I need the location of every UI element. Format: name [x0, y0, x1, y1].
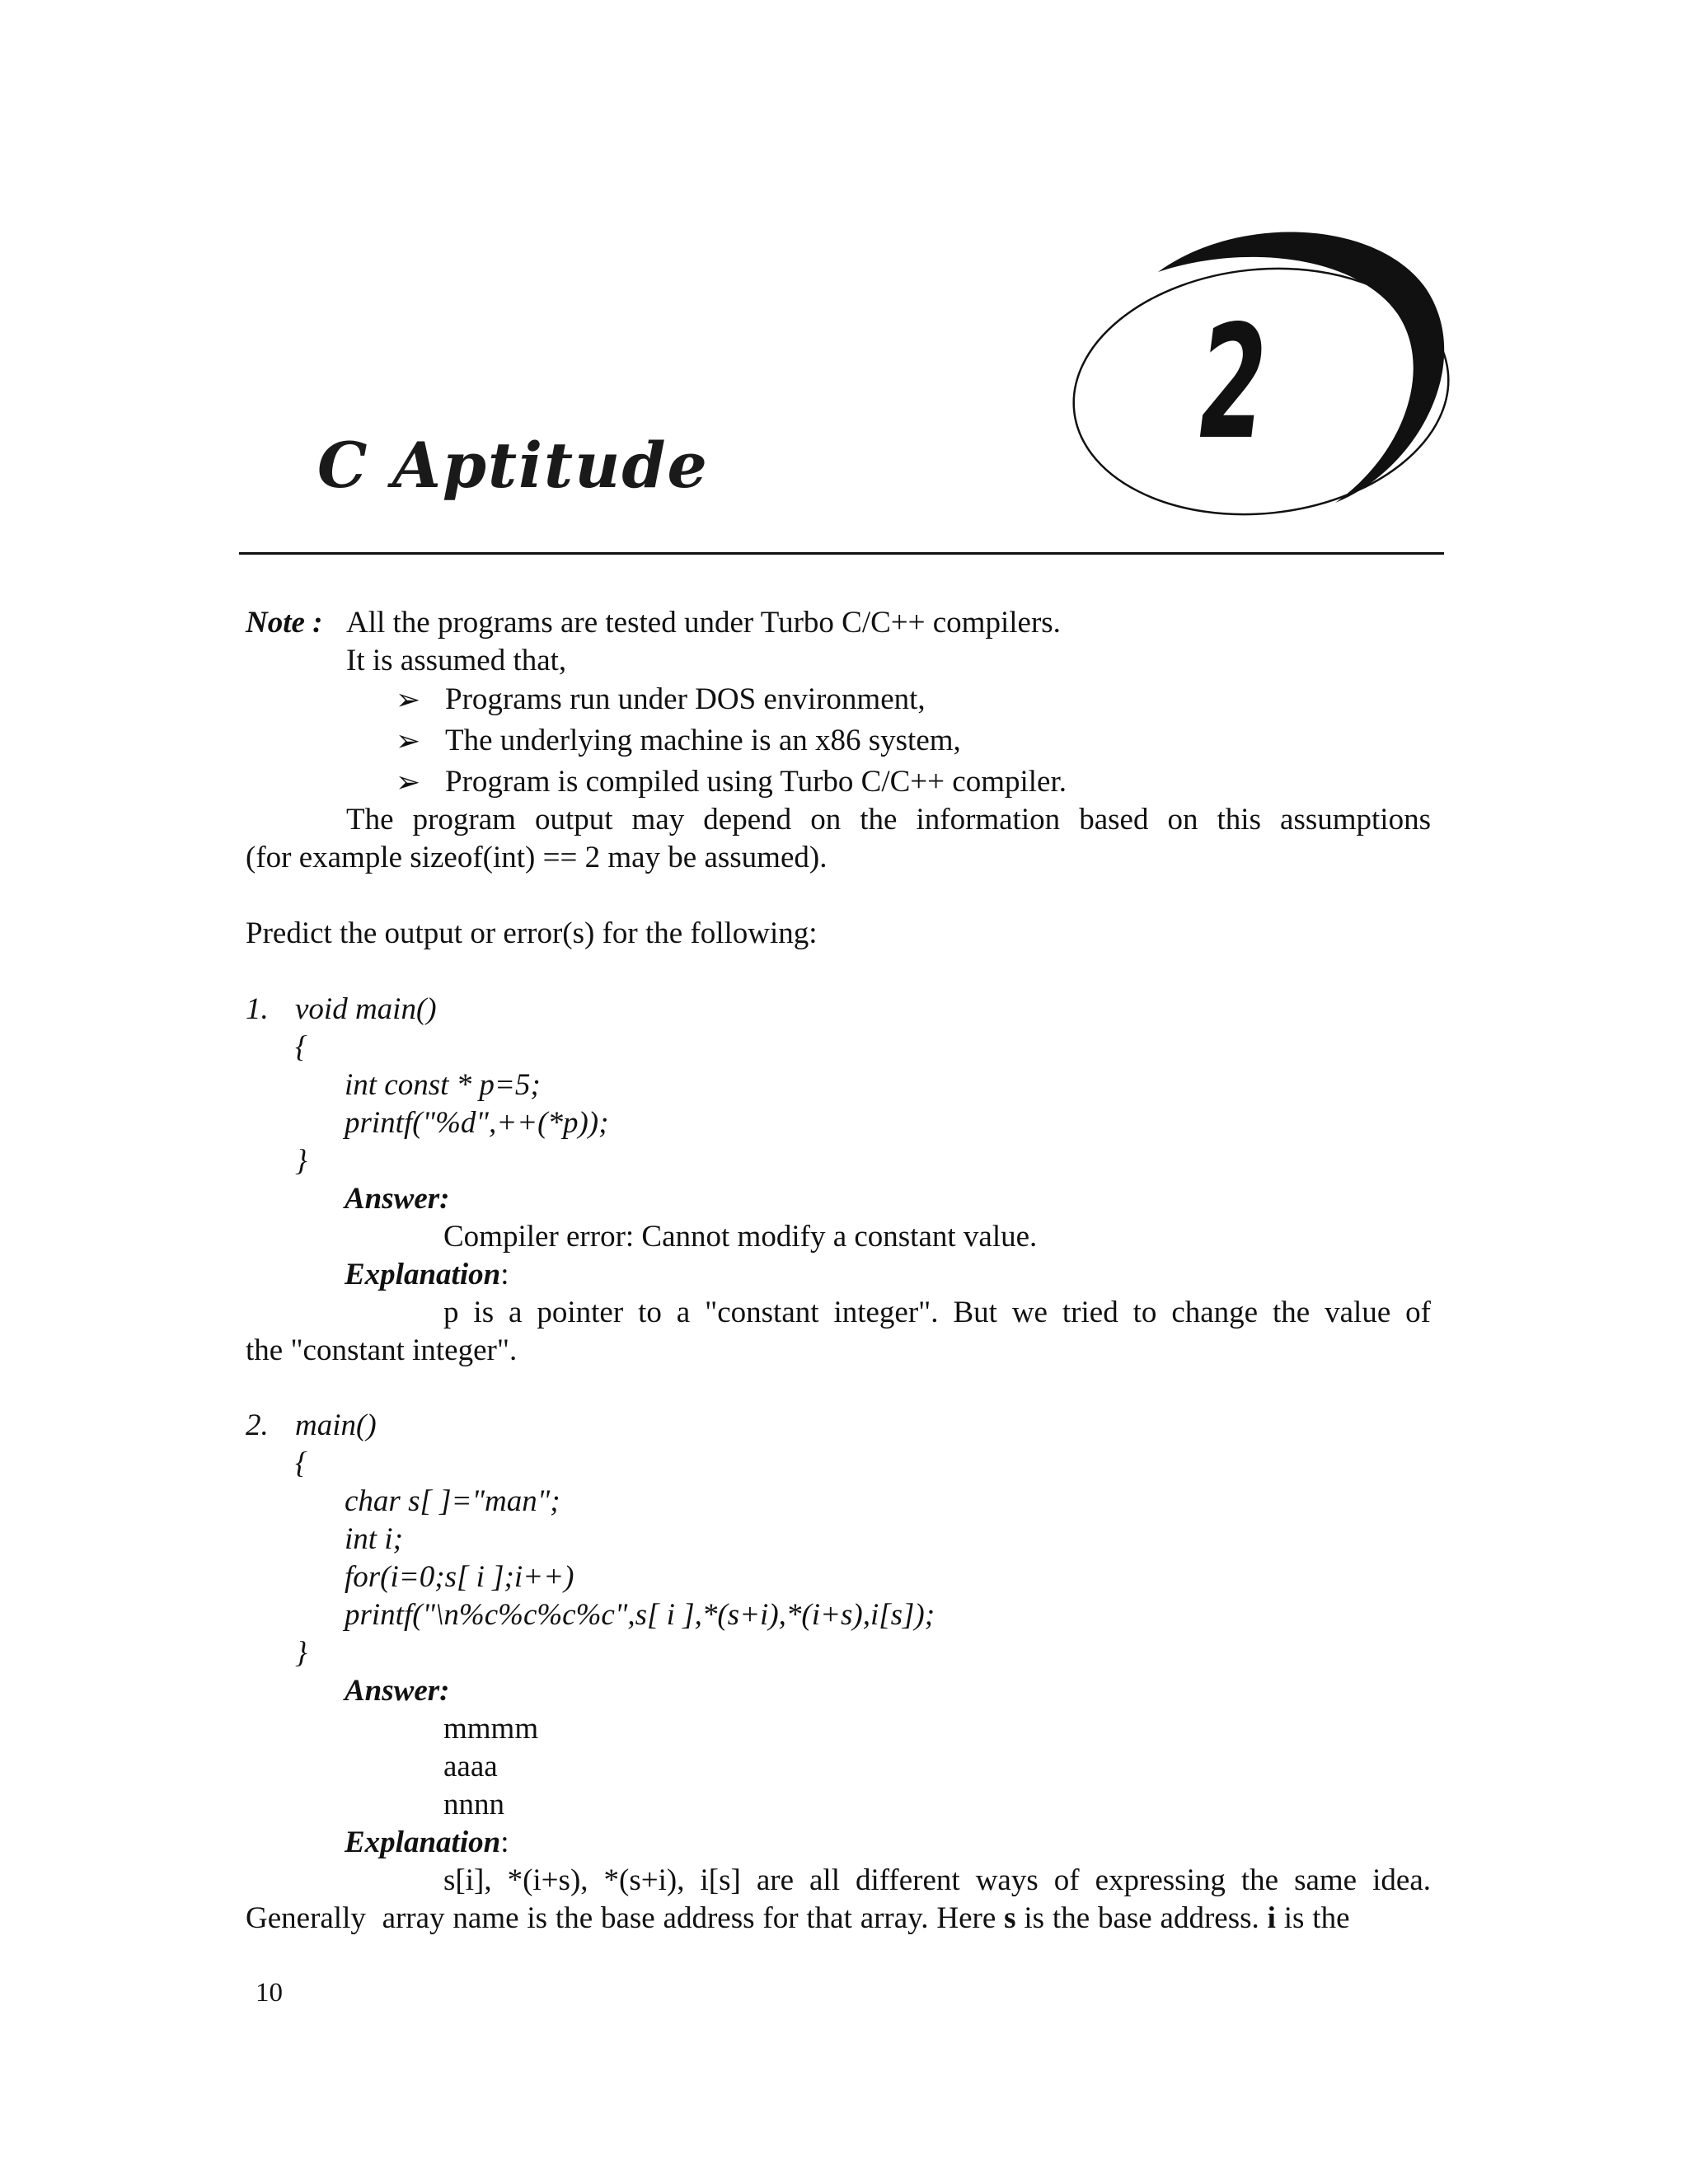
question-number: 1.: [246, 992, 269, 1026]
explanation-bold-term: s: [1004, 1901, 1016, 1935]
note-bullet: The underlying machine is an x86 system,: [445, 724, 961, 757]
chapter-number: 2: [1199, 292, 1267, 474]
explanation-colon: :: [500, 1258, 509, 1291]
explanation-heading: [345, 1256, 509, 1294]
code-line: printf("\n%c%c%c%c",s[ i ],*(s+i),*(i+s),i[s]);: [345, 1598, 935, 1632]
note-bullet: Program is compiled using Turbo C/C++ compiler.: [445, 765, 1067, 799]
instruction-text: Predict the output or error(s) for the following:: [246, 916, 818, 950]
explanation-label: Explanation: [345, 1825, 501, 1859]
note-assumed: It is assumed that,: [346, 644, 567, 677]
code-line: void main(): [295, 992, 437, 1026]
chapter-title: C Aptitude: [317, 429, 709, 502]
explanation-heading: [345, 1824, 509, 1862]
code-line: for(i=0;s[ i ];i++): [345, 1560, 574, 1594]
explanation-text: Generally array name is the base address for that array. Here: [246, 1901, 1005, 1935]
answer-text: mmmm: [443, 1712, 539, 1746]
explanation-bold-term: i: [1267, 1901, 1276, 1935]
code-line: int i;: [345, 1522, 403, 1556]
page-number: 10: [256, 1978, 283, 2008]
note-paragraph-line: (for example sizeof(int) == 2 may be assumed).: [246, 841, 828, 874]
explanation-text: is the: [1275, 1901, 1350, 1935]
answer-text: aaaa: [443, 1750, 498, 1783]
explanation-line: [246, 1900, 1431, 1938]
header-divider: [239, 552, 1444, 555]
code-line: {: [295, 1030, 307, 1064]
note-paragraph-line: The program output may depend on the information based on this assumptions: [346, 803, 1431, 837]
arrow-bullet-icon: ➢: [396, 683, 421, 716]
question-number: 2.: [246, 1408, 269, 1442]
explanation-label: Explanation: [345, 1258, 501, 1291]
code-line: }: [295, 1636, 307, 1670]
explanation-text: is the base address.: [1015, 1901, 1268, 1935]
explanation-line: p is a pointer to a "constant integer". But we tried to change the value of: [443, 1296, 1431, 1329]
arrow-bullet-icon: ➢: [396, 724, 421, 757]
explanation-line: the "constant integer".: [246, 1333, 518, 1367]
chapter-emblem-icon: [1063, 223, 1475, 536]
answer-label: Answer:: [345, 1182, 450, 1216]
code-line: int const * p=5;: [345, 1068, 541, 1102]
note-bullet: Programs run under DOS environment,: [445, 682, 926, 716]
note-intro: All the programs are tested under Turbo C/C++ compilers.: [346, 606, 1061, 640]
answer-text: Compiler error: Cannot modify a constant value.: [443, 1220, 1038, 1254]
explanation-colon: :: [500, 1825, 509, 1859]
code-line: char s[ ]="man";: [345, 1484, 560, 1518]
code-line: printf("%d",++(*p));: [345, 1106, 609, 1140]
note-label: Note :: [246, 606, 323, 640]
code-line: main(): [295, 1408, 377, 1442]
explanation-line: s[i], *(i+s), *(s+i), i[s] are all different ways of expressing the same idea.: [443, 1863, 1431, 1897]
code-line: }: [295, 1144, 307, 1178]
answer-label: Answer:: [345, 1674, 450, 1708]
code-line: {: [295, 1446, 307, 1480]
arrow-bullet-icon: ➢: [396, 766, 421, 799]
answer-text: nnnn: [443, 1788, 504, 1821]
